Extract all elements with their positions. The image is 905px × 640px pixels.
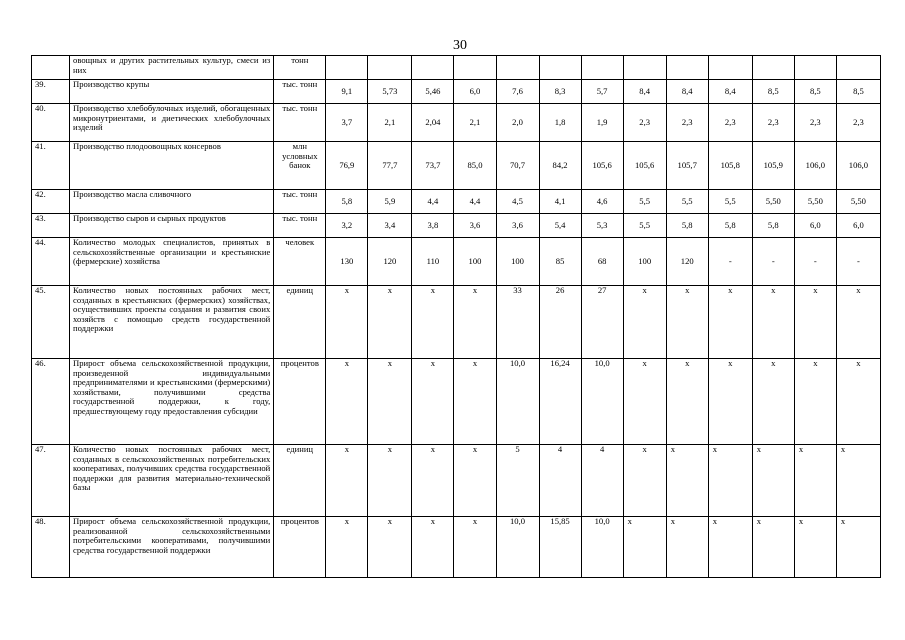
value-cell: х [454,286,496,359]
value-cell: 5,7 [581,80,623,104]
value-cell: х [623,359,666,445]
value-cell: 105,7 [666,142,708,190]
value-cell: 106,0 [836,142,880,190]
value-cell: - [708,238,752,286]
value-cell: 3,2 [326,214,368,238]
value-cell [623,56,666,80]
value-cell: 15,85 [539,517,581,578]
value-cell: 5,5 [623,214,666,238]
value-cell: 77,7 [368,142,412,190]
value-cell: х [708,286,752,359]
value-cell: 2,1 [454,104,496,142]
value-cell: 2,3 [836,104,880,142]
unit-of-measure: млн условных банок [274,142,326,190]
value-cell: 5,9 [368,190,412,214]
table-row [32,104,881,142]
indicator-description: Количество молодых специалистов, принятых в сельскохозяйственные организации и крестьянские (фермерские) хозяйства [70,238,274,286]
value-cell: 105,6 [623,142,666,190]
value-cell: 5,8 [752,214,794,238]
value-cell: 5,50 [836,190,880,214]
value-cell: 5,5 [708,190,752,214]
value-cell: 27 [581,286,623,359]
table-body [32,56,881,578]
value-cell: 33 [496,286,539,359]
row-number: 39. [32,80,70,104]
value-cell [539,56,581,80]
unit-of-measure: процентов [274,517,326,578]
row-number: 43. [32,214,70,238]
value-cell: 8,4 [666,80,708,104]
unit-of-measure: тыс. тонн [274,190,326,214]
value-cell [412,56,454,80]
value-cell: 5,8 [666,214,708,238]
row-number: 45. [32,286,70,359]
value-cell: х [368,286,412,359]
value-cell: 4,1 [539,190,581,214]
value-cell: х [326,445,368,517]
value-cell: 100 [454,238,496,286]
value-cell [368,56,412,80]
value-cell: х [708,359,752,445]
value-cell [326,56,368,80]
value-cell: 1,9 [581,104,623,142]
value-cell: х [794,359,836,445]
value-cell: 85 [539,238,581,286]
value-cell: 5 [496,445,539,517]
value-cell: х [368,517,412,578]
value-cell: 105,8 [708,142,752,190]
value-cell [708,56,752,80]
value-cell: 8,5 [794,80,836,104]
value-cell: х [666,445,708,517]
value-cell: 110 [412,238,454,286]
value-cell: 16,24 [539,359,581,445]
value-cell: х [794,517,836,578]
value-cell: х [752,359,794,445]
value-cell: 106,0 [794,142,836,190]
value-cell: 4,4 [454,190,496,214]
value-cell: 8,4 [708,80,752,104]
row-number: 44. [32,238,70,286]
row-number: 48. [32,517,70,578]
value-cell: 5,5 [666,190,708,214]
value-cell: 2,3 [623,104,666,142]
value-cell: 100 [496,238,539,286]
value-cell: 68 [581,238,623,286]
value-cell: х [708,517,752,578]
indicator-description: Производство хлебобулочных изделий, обогащенных микронутриентами, и диетических хлебобулочных изделий [70,104,274,142]
indicator-description: Прирост объема сельскохозяйственной продукции, реализованной сельскохозяйственными потребительскими кооперативами, получившими средства государственной поддержки [70,517,274,578]
indicator-description: Производство крупы [70,80,274,104]
value-cell: 5,50 [794,190,836,214]
value-cell: х [412,286,454,359]
value-cell: х [326,359,368,445]
value-cell: х [623,445,666,517]
row-number: 47. [32,445,70,517]
value-cell: х [454,359,496,445]
value-cell: х [412,445,454,517]
table-row [32,142,881,190]
value-cell: х [326,286,368,359]
unit-of-measure: единиц [274,286,326,359]
indicators-table [31,55,881,578]
value-cell: х [794,445,836,517]
table-row [32,517,881,578]
value-cell: х [666,359,708,445]
table-row [32,445,881,517]
value-cell: 1,8 [539,104,581,142]
value-cell: 2,04 [412,104,454,142]
value-cell: 8,5 [752,80,794,104]
value-cell: 2,0 [496,104,539,142]
value-cell [581,56,623,80]
value-cell: х [794,286,836,359]
value-cell: 73,7 [412,142,454,190]
value-cell: 100 [623,238,666,286]
value-cell: 5,8 [708,214,752,238]
value-cell [836,56,880,80]
table-row [32,214,881,238]
row-number [32,56,70,80]
row-number: 46. [32,359,70,445]
value-cell: х [368,359,412,445]
value-cell: 4 [539,445,581,517]
value-cell: х [326,517,368,578]
value-cell: 26 [539,286,581,359]
value-cell: 70,7 [496,142,539,190]
value-cell: 10,0 [496,359,539,445]
value-cell: 85,0 [454,142,496,190]
value-cell [454,56,496,80]
value-cell: 7,6 [496,80,539,104]
value-cell: х [836,359,880,445]
value-cell: 76,9 [326,142,368,190]
value-cell: х [454,445,496,517]
value-cell: 84,2 [539,142,581,190]
value-cell: 8,3 [539,80,581,104]
value-cell: х [752,517,794,578]
value-cell [752,56,794,80]
value-cell: 4,4 [412,190,454,214]
value-cell: 3,6 [454,214,496,238]
value-cell: х [412,517,454,578]
value-cell: - [752,238,794,286]
indicator-description: Количество новых постоянных рабочих мест, созданных в сельскохозяйственных потребительских кооперативах, получивших средства государственной поддержки для развития материально-технической базы [70,445,274,517]
unit-of-measure: человек [274,238,326,286]
value-cell: 3,4 [368,214,412,238]
table-row [32,359,881,445]
value-cell: 10,0 [496,517,539,578]
unit-of-measure: единиц [274,445,326,517]
value-cell: 2,3 [666,104,708,142]
value-cell: 9,1 [326,80,368,104]
value-cell: 5,73 [368,80,412,104]
page-number: 30 [453,38,467,53]
value-cell: - [836,238,880,286]
value-cell: 2,3 [708,104,752,142]
value-cell: 5,46 [412,80,454,104]
table-row [32,56,881,80]
indicator-description: Производство масла сливочного [70,190,274,214]
value-cell: х [412,359,454,445]
value-cell [794,56,836,80]
indicator-description: Производство сыров и сырных продуктов [70,214,274,238]
value-cell: 105,6 [581,142,623,190]
value-cell: х [836,517,880,578]
value-cell: 120 [368,238,412,286]
value-cell: 2,3 [752,104,794,142]
row-number: 40. [32,104,70,142]
indicator-description: Количество новых постоянных рабочих мест, созданных в крестьянских (фермерских) хозяйствах, осуществивших проекты создания и развития своих хозяйств с помощью средств государственной поддержки [70,286,274,359]
value-cell: 10,0 [581,359,623,445]
value-cell: 6,0 [794,214,836,238]
value-cell: 3,6 [496,214,539,238]
value-cell [496,56,539,80]
value-cell: 3,8 [412,214,454,238]
unit-of-measure: тыс. тонн [274,104,326,142]
value-cell: х [752,445,794,517]
value-cell: 4,5 [496,190,539,214]
value-cell: х [454,517,496,578]
value-cell: 5,8 [326,190,368,214]
table-row [32,190,881,214]
value-cell: 10,0 [581,517,623,578]
value-cell: 5,5 [623,190,666,214]
unit-of-measure: процентов [274,359,326,445]
value-cell: х [752,286,794,359]
unit-of-measure: тыс. тонн [274,80,326,104]
value-cell: 4 [581,445,623,517]
value-cell: 2,3 [794,104,836,142]
value-cell: 120 [666,238,708,286]
value-cell: х [368,445,412,517]
value-cell: 5,3 [581,214,623,238]
value-cell: 8,4 [623,80,666,104]
value-cell: 5,4 [539,214,581,238]
value-cell: 2,1 [368,104,412,142]
value-cell [666,56,708,80]
indicator-description: Прирост объема сельскохозяйственной продукции, произведенной индивидуальными предпринимателями и крестьянскими (фермерскими) хозяйствами, получившими средства государственной поддержки, к году, предшествующему году предоставления субсидии [70,359,274,445]
value-cell: 5,50 [752,190,794,214]
value-cell: х [836,286,880,359]
value-cell: 6,0 [454,80,496,104]
value-cell: х [623,286,666,359]
value-cell: х [666,517,708,578]
row-number: 42. [32,190,70,214]
unit-of-measure: тыс. тонн [274,214,326,238]
value-cell: 8,5 [836,80,880,104]
value-cell: 4,6 [581,190,623,214]
table-row [32,286,881,359]
value-cell: х [623,517,666,578]
row-number: 41. [32,142,70,190]
value-cell: х [708,445,752,517]
unit-of-measure: тонн [274,56,326,80]
table-row [32,80,881,104]
indicator-description: Производство плодоовощных консервов [70,142,274,190]
indicator-description: овощных и других растительных культур, смеси из них [70,56,274,80]
value-cell: 130 [326,238,368,286]
value-cell: х [666,286,708,359]
value-cell: - [794,238,836,286]
value-cell: 3,7 [326,104,368,142]
value-cell: 6,0 [836,214,880,238]
value-cell: 105,9 [752,142,794,190]
table-row [32,238,881,286]
value-cell: х [836,445,880,517]
